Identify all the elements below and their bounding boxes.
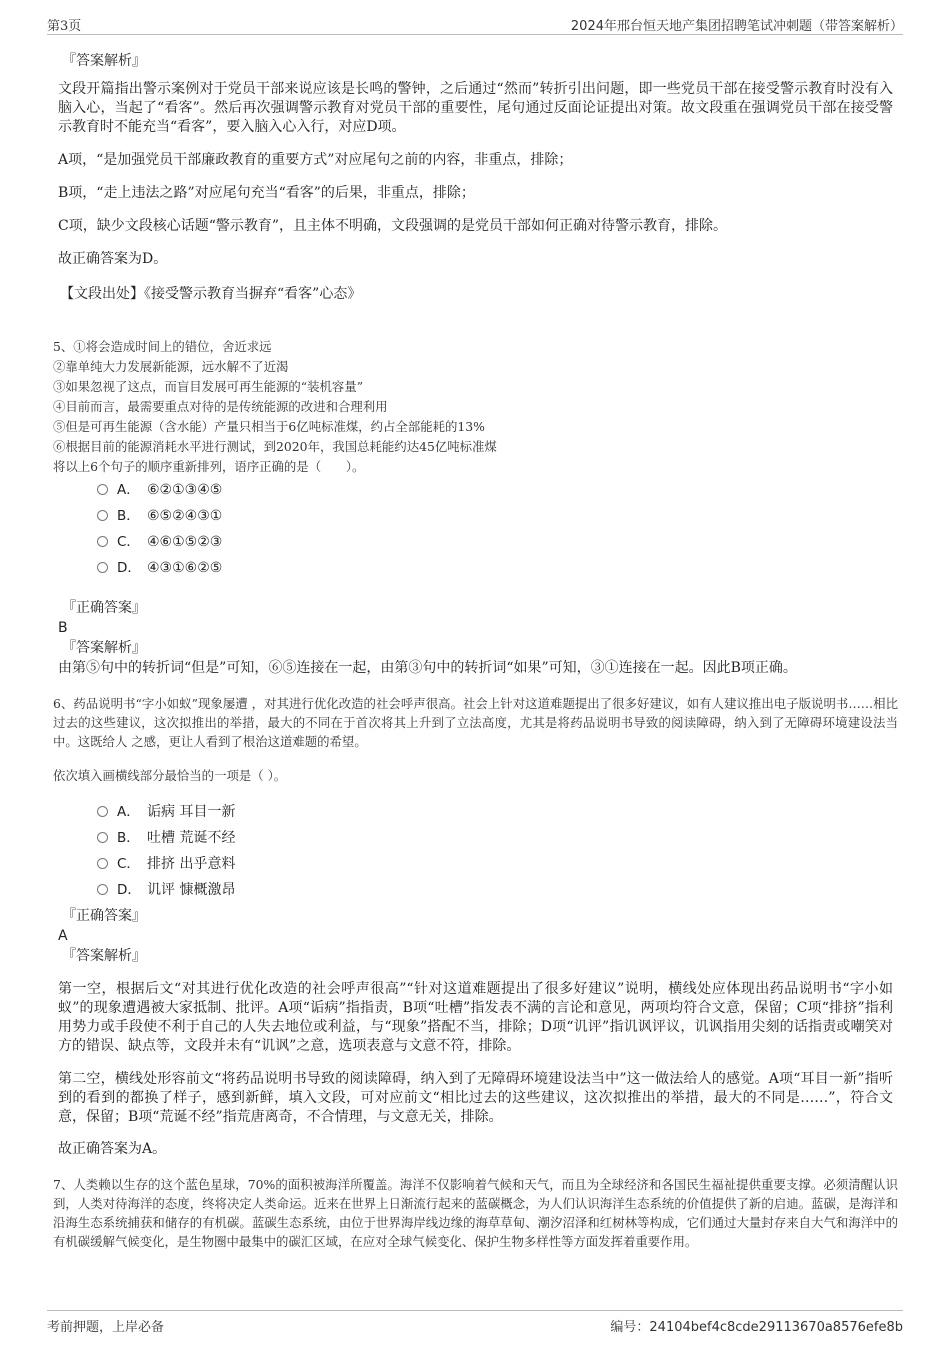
footer-slogan: 考前押题，上岸必备	[47, 1320, 165, 1335]
q4-analysis-para3: B项，“走上违法之路”对应尾句充当“看客”的后果，非重点，排除；	[58, 185, 475, 201]
option-text: 诟病 耳目一新	[147, 804, 236, 820]
document-id: 编号：24104bef4c8cde29113670a8576efe8b	[610, 1320, 903, 1335]
q4-analysis-para1: 文段开篇指出警示案例对于党员干部来说应该是长鸣的警钟，之后通过“然而”转折引出问题，即一些党员干部在接受警示教育时没有入脑入心，当起了“看客”。然后再次强调警示教育对党员干部的重要性，尾句通过反面论证提出对策。故文段重在强调党员干部在接受警示教育时不能充当“看客”，要入脑入心入行，对应D项。	[58, 81, 893, 135]
q6-answer: A	[58, 928, 68, 944]
option-text: 讥评 慷概激昂	[147, 882, 236, 898]
q5-prompt: 将以上6个句子的顺序重新排列，语序正确的是（ ）。	[53, 459, 365, 474]
q5-option-a[interactable]	[97, 480, 222, 500]
q6-option-c[interactable]	[97, 854, 235, 874]
q6-analysis-para1: 第一空，根据后文“对其进行优化改造的社会呼声很高”“针对这道难题提出了很多好建议”说明，横线处应体现出药品说明书“字小如蚁”的现象遭遇被大家抵制、批评。A项“诟病”指指责，B项“吐槽”指发表不满的言论和意见，两项均符合文意，保留；C项“排挤”指利用势力或手段使不利于自己的人失去地位或利益，与“现象”搭配不当，排除；D项“讥评”指讥讽评议，讥讽指用尖刻的话指责或嘲笑对方的错误、缺点等，文段并未有“讥讽”之意，选项表意与文意不符，排除。	[58, 981, 893, 1054]
page-number: 第3页	[47, 19, 82, 34]
q4-analysis-para5: 故正确答案为D。	[58, 251, 168, 267]
q5-analysis: 由第⑤句中的转折词“但是”可知，⑥⑤连接在一起，由第③句中的转折词“如果”可知，③①连接在一起。因此B项正确。	[58, 660, 797, 676]
page-footer	[47, 1310, 903, 1337]
option-text: ⑥⑤②④③①	[147, 508, 223, 524]
option-letter: B．	[117, 830, 140, 846]
radio-icon[interactable]	[97, 832, 108, 843]
option-letter: B．	[117, 508, 140, 524]
q5-option-b[interactable]	[97, 506, 222, 526]
radio-icon[interactable]	[97, 562, 108, 573]
option-letter: C．	[117, 856, 140, 872]
radio-icon[interactable]	[97, 484, 108, 495]
q6-option-b[interactable]	[97, 828, 235, 848]
q5-line-4: ④目前而言，最需要重点对待的是传统能源的改进和合理利用	[53, 399, 388, 414]
q5-option-c[interactable]	[97, 532, 222, 552]
q5-option-d[interactable]	[97, 558, 222, 578]
q4-analysis-para4: C项，缺少文段核心话题“警示教育”，且主体不明确，文段强调的是党员干部如何正确对待警示教育，排除。	[58, 218, 728, 234]
q5-line-5: ⑤但是可再生能源（含水能）产量只相当于6亿吨标准煤，约占全部能耗的13%	[53, 419, 485, 434]
option-text: ⑥②①③④⑤	[147, 482, 223, 498]
q6-stem: 6、药品说明书“字小如蚁”现象屡遭 ，对其进行优化改造的社会呼声很高。社会上针对这道难题提出了很多好建议，如有人建议推出电子版说明书……相比过去的这些建议，这次拟推出的举措，最大的不同在于首次将其上升到了立法高度，尤其是将药品说明书导致的阅读障碍，纳入到了无障碍环境建设法当中。这既给人 之感，更让人看到了根治这道难题的希望。	[53, 696, 898, 749]
q5-line-1: 5、①将会造成时间上的错位，舍近求远	[53, 339, 272, 354]
q6-answer-title: 『正确答案』	[62, 908, 146, 924]
q6-analysis-para2: 第二空，横线处形容前文“将药品说明书导致的阅读障碍，纳入到了无障碍环境建设法当中”这一做法给人的感觉。A项“耳目一新”指听到的看到的都换了样子，感到新鲜，填入文段，可对应前文“相比过去的这些建议，这次拟推出的举措，最大的不同是……”，符合文意，保留；B项“荒诞不经”指荒唐离奇，不合情理，与文意无关，排除。	[58, 1071, 893, 1125]
q6-prompt: 依次填入画横线部分最恰当的一项是（ ）。	[53, 768, 287, 783]
option-text: 吐槽 荒诞不经	[147, 830, 236, 846]
option-letter: A．	[117, 482, 140, 498]
radio-icon[interactable]	[97, 806, 108, 817]
q4-analysis-para2: A项，“是加强党员干部廉政教育的重要方式”对应尾句之前的内容，非重点，排除；	[58, 152, 573, 168]
q6-option-a[interactable]	[97, 802, 235, 822]
option-text: 排挤 出乎意料	[147, 856, 236, 872]
q4-analysis-title: 『答案解析』	[62, 53, 146, 69]
option-letter: A．	[117, 804, 140, 820]
radio-icon[interactable]	[97, 510, 108, 521]
q5-answer-title: 『正确答案』	[62, 600, 146, 616]
q5-analysis-title: 『答案解析』	[62, 640, 146, 656]
option-text: ④⑥①⑤②③	[147, 534, 223, 550]
radio-icon[interactable]	[97, 858, 108, 869]
q5-line-6: ⑥根据目前的能源消耗水平进行测试，到2020年，我国总耗能约达45亿吨标准煤	[53, 439, 497, 454]
radio-icon[interactable]	[97, 884, 108, 895]
q6-option-d[interactable]	[97, 880, 235, 900]
option-letter: D．	[117, 882, 141, 898]
q5-answer: B	[58, 620, 68, 636]
q6-analysis-title: 『答案解析』	[62, 948, 146, 964]
option-text: ④③①⑥②⑤	[147, 560, 223, 576]
document-title: 2024年邢台恒天地产集团招聘笔试冲刺题（带答案解析）	[570, 19, 903, 34]
option-letter: C．	[117, 534, 140, 550]
radio-icon[interactable]	[97, 536, 108, 547]
q4-source: 【文段出处】《接受警示教育当摒弃“看客”心态》	[60, 286, 362, 302]
q5-line-3: ③如果忽视了这点，而盲目发展可再生能源的“装机容量”	[53, 379, 364, 394]
page-header	[47, 12, 903, 35]
q7-stem: 7、人类赖以生存的这个蓝色星球，70%的面积被海洋所覆盖。海洋不仅影响着气候和天气，而且为全球经济和各国民生福祉提供重要支撑。必须清醒认识到，人类对待海洋的态度，终将决定人类命运。近来在世界上日渐流行起来的蓝碳概念，为人们认识海洋生态系统的价值提供了新的启迪。蓝碳，是海洋和沿海生态系统捕获和储存的有机碳。蓝碳生态系统，由位于世界海岸线边缘的海草草甸、潮汐沼泽和红树林等构成，它们通过大量封存来自大气和海洋中的有机碳缓解气候变化，是生物圈中最集中的碳汇区域，在应对全球气候变化、保护生物多样性等方面发挥着重要作用。	[53, 1177, 898, 1249]
q5-line-2: ②靠单纯大力发展新能源，远水解不了近渴	[53, 359, 289, 374]
option-letter: D．	[117, 560, 141, 576]
q6-analysis-para3: 故正确答案为A。	[58, 1141, 167, 1157]
